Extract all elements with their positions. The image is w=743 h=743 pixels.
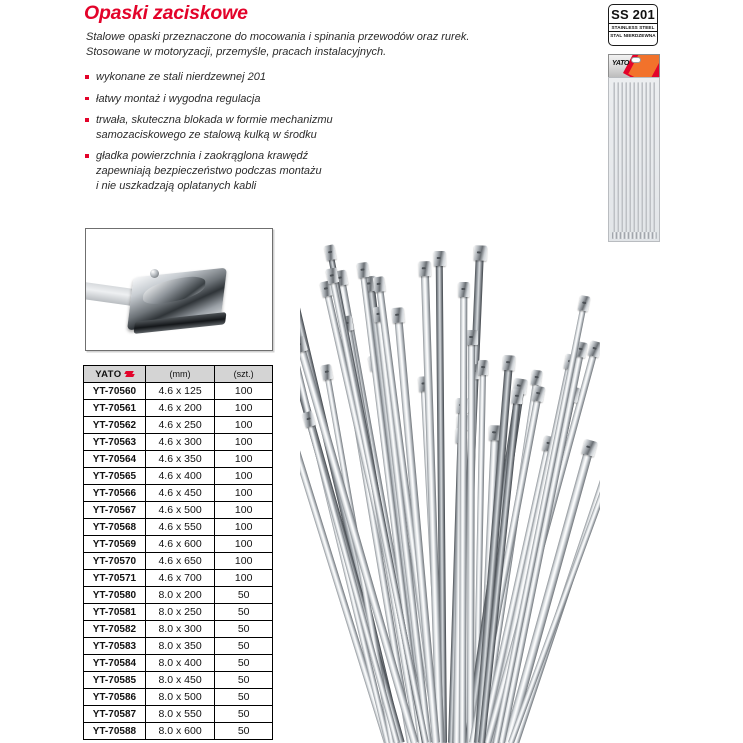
table-header-row	[84, 366, 273, 383]
table-row	[84, 485, 273, 502]
cell-quantity: 50	[215, 587, 273, 604]
cell-quantity: 100	[215, 468, 273, 485]
table-row	[84, 689, 273, 706]
cell-dimension: 4.6 x 300	[145, 434, 215, 451]
tie-lock-head-icon	[302, 411, 316, 428]
packaged-tie	[649, 82, 651, 238]
table-row	[84, 417, 273, 434]
tie-lock-head-icon	[324, 244, 337, 261]
cell-dimension: 4.6 x 550	[145, 519, 215, 536]
intro-paragraph	[86, 30, 526, 59]
tie-lock-head-icon	[473, 245, 487, 261]
cell-code: YT-70584	[84, 655, 146, 672]
tie-lock-head-icon	[433, 251, 445, 266]
table-row	[84, 468, 273, 485]
steel-ball-icon	[150, 269, 159, 278]
cell-code: YT-70561	[84, 400, 146, 417]
cell-dimension: 4.6 x 650	[145, 553, 215, 570]
cell-quantity: 50	[215, 638, 273, 655]
tie-lock-head-icon	[588, 340, 600, 358]
cell-dimension: 8.0 x 500	[145, 689, 215, 706]
cell-code: YT-70566	[84, 485, 146, 502]
cell-quantity: 100	[215, 536, 273, 553]
cell-dimension: 8.0 x 550	[145, 706, 215, 723]
cell-dimension: 8.0 x 350	[145, 638, 215, 655]
packaged-tie	[617, 82, 619, 238]
badge-label-pl: STAL NIERDZEWNA	[610, 33, 656, 39]
table-row	[84, 672, 273, 689]
yato-logo-text: YATO	[95, 368, 122, 380]
packaged-tie	[633, 82, 635, 238]
table-row	[84, 519, 273, 536]
cell-quantity: 100	[215, 451, 273, 468]
cell-code: YT-70567	[84, 502, 146, 519]
cell-dimension: 8.0 x 300	[145, 621, 215, 638]
tie-lock-head-icon	[390, 308, 404, 324]
intro-line: Stalowe opaski przeznaczone do mocowania i spinania przewodów oraz rurek.	[86, 31, 470, 43]
column-header-quantity: (szt.)	[215, 366, 273, 383]
cell-code: YT-70580	[84, 587, 146, 604]
tie-lock-head-icon	[372, 276, 386, 292]
cell-quantity: 100	[215, 502, 273, 519]
cell-quantity: 100	[215, 553, 273, 570]
cell-code: YT-70565	[84, 468, 146, 485]
list-item-line: łatwy montaż i wygodna regulacja	[96, 92, 261, 105]
cell-dimension: 8.0 x 600	[145, 723, 215, 740]
cell-quantity: 50	[215, 621, 273, 638]
tie-head-icon	[652, 232, 657, 239]
tie-lock-head-icon	[577, 295, 590, 312]
table-row	[84, 638, 273, 655]
cell-dimension: 4.6 x 500	[145, 502, 215, 519]
cell-code: YT-70564	[84, 451, 146, 468]
packaged-tie	[621, 82, 623, 238]
lock-mechanism-photo	[85, 228, 273, 351]
cell-dimension: 4.6 x 125	[145, 383, 215, 400]
tie-lock-head-icon	[531, 385, 545, 402]
cell-dimension: 8.0 x 450	[145, 672, 215, 689]
cell-code: YT-70570	[84, 553, 146, 570]
cell-code: YT-70562	[84, 417, 146, 434]
table-row	[84, 621, 273, 638]
cell-code: YT-70571	[84, 570, 146, 587]
table-row	[84, 536, 273, 553]
cell-code: YT-70569	[84, 536, 146, 553]
cell-code: YT-70583	[84, 638, 146, 655]
tie-lock-head-icon	[320, 363, 333, 380]
badge-grade: SS 201	[611, 7, 655, 22]
tie-lock-head-icon	[466, 330, 478, 345]
cell-dimension: 4.6 x 450	[145, 485, 215, 502]
feature-list	[84, 70, 484, 200]
packaged-tie	[637, 82, 639, 238]
bullet-marker-icon	[85, 154, 89, 158]
table-row	[84, 570, 273, 587]
cell-dimension: 8.0 x 250	[145, 604, 215, 621]
cell-code: YT-70581	[84, 604, 146, 621]
cell-code: YT-70588	[84, 723, 146, 740]
list-item	[84, 70, 484, 85]
table-row	[84, 604, 273, 621]
cell-dimension: 4.6 x 400	[145, 468, 215, 485]
packaged-tie	[641, 82, 643, 238]
packaged-tie	[645, 82, 647, 238]
cell-quantity: 100	[215, 400, 273, 417]
table-row	[84, 434, 273, 451]
table-row	[84, 655, 273, 672]
cell-dimension: 4.6 x 200	[145, 400, 215, 417]
cell-dimension: 4.6 x 350	[145, 451, 215, 468]
badge-label-en: STAINLESS STEEL	[609, 23, 657, 31]
tie-lock-head-icon	[477, 360, 488, 375]
table-header	[84, 366, 273, 383]
tie-lock-head-icon	[530, 370, 543, 386]
cell-dimension: 4.6 x 700	[145, 570, 215, 587]
yato-logo-mark-icon	[125, 370, 134, 378]
tie-lock-head-icon	[325, 267, 339, 284]
cell-quantity: 100	[215, 485, 273, 502]
cell-quantity: 50	[215, 672, 273, 689]
list-item	[84, 92, 484, 107]
cell-quantity: 50	[215, 723, 273, 740]
cell-dimension: 8.0 x 200	[145, 587, 215, 604]
list-item-line: wykonane ze stali nierdzewnej 201	[96, 71, 266, 83]
tie-lock-head-icon	[502, 354, 516, 370]
cell-dimension: 4.6 x 250	[145, 417, 215, 434]
column-header-code	[84, 366, 146, 383]
cell-quantity: 100	[215, 519, 273, 536]
cell-code: YT-70587	[84, 706, 146, 723]
packaging-header-card	[608, 54, 660, 78]
packaged-tie	[613, 82, 615, 238]
product-table	[83, 365, 273, 740]
cell-quantity: 100	[215, 417, 273, 434]
cell-quantity: 100	[215, 434, 273, 451]
packaged-tie	[629, 82, 631, 238]
table-row	[84, 383, 273, 400]
cell-code: YT-70560	[84, 383, 146, 400]
cell-code: YT-70563	[84, 434, 146, 451]
tie-lock-head-icon	[418, 261, 431, 276]
cell-dimension: 8.0 x 400	[145, 655, 215, 672]
cell-quantity: 50	[215, 604, 273, 621]
packaged-tie	[653, 82, 655, 238]
list-item	[84, 113, 484, 142]
tie-lock-head-icon	[581, 438, 598, 456]
yato-logo	[84, 366, 145, 382]
table-row	[84, 400, 273, 417]
tie-lock-head-icon	[458, 282, 470, 297]
stainless-steel-badge	[608, 4, 658, 46]
list-item-line: samozaciskowego ze stalową kulką w środku	[96, 128, 317, 141]
tie-lock-head-icon	[510, 388, 523, 404]
table-row	[84, 706, 273, 723]
list-item-line: zapewniają bezpieczeństwo podczas montażu	[96, 164, 322, 177]
list-item	[84, 149, 484, 193]
product-bundle-photo	[300, 205, 600, 743]
cell-quantity: 50	[215, 706, 273, 723]
intro-line: Stosowane w motoryzacji, przemyśle, pracach instalacyjnych.	[86, 45, 387, 58]
tie-lock-head-icon	[356, 262, 369, 278]
hang-hole-icon	[631, 57, 641, 63]
list-item-line: trwała, skuteczna blokada w formie mechanizmu	[96, 114, 333, 127]
list-item-line: i nie uszkadzają oplatanych kabli	[96, 179, 257, 192]
packaging-brand-label: YATO	[612, 60, 630, 67]
cell-quantity: 100	[215, 570, 273, 587]
cell-quantity: 50	[215, 655, 273, 672]
packaging-photo	[608, 54, 660, 242]
bullet-marker-icon	[85, 75, 89, 79]
table-row	[84, 451, 273, 468]
cell-code: YT-70585	[84, 672, 146, 689]
cell-code: YT-70582	[84, 621, 146, 638]
table-row	[84, 587, 273, 604]
bullet-marker-icon	[85, 97, 89, 101]
table-row	[84, 723, 273, 740]
bullet-marker-icon	[85, 118, 89, 122]
page-title: Opaski zaciskowe	[84, 2, 248, 24]
packaging-blister-body	[608, 77, 660, 242]
cell-dimension: 4.6 x 600	[145, 536, 215, 553]
packaged-tie	[625, 82, 627, 238]
cell-quantity: 50	[215, 689, 273, 706]
cell-code: YT-70568	[84, 519, 146, 536]
table-body	[84, 383, 273, 740]
cell-quantity: 100	[215, 383, 273, 400]
cell-code: YT-70586	[84, 689, 146, 706]
table-row	[84, 502, 273, 519]
column-header-dimension: (mm)	[145, 366, 215, 383]
list-item-line: gładka powierzchnia i zaokrąglona krawędź	[96, 150, 309, 163]
table-row	[84, 553, 273, 570]
